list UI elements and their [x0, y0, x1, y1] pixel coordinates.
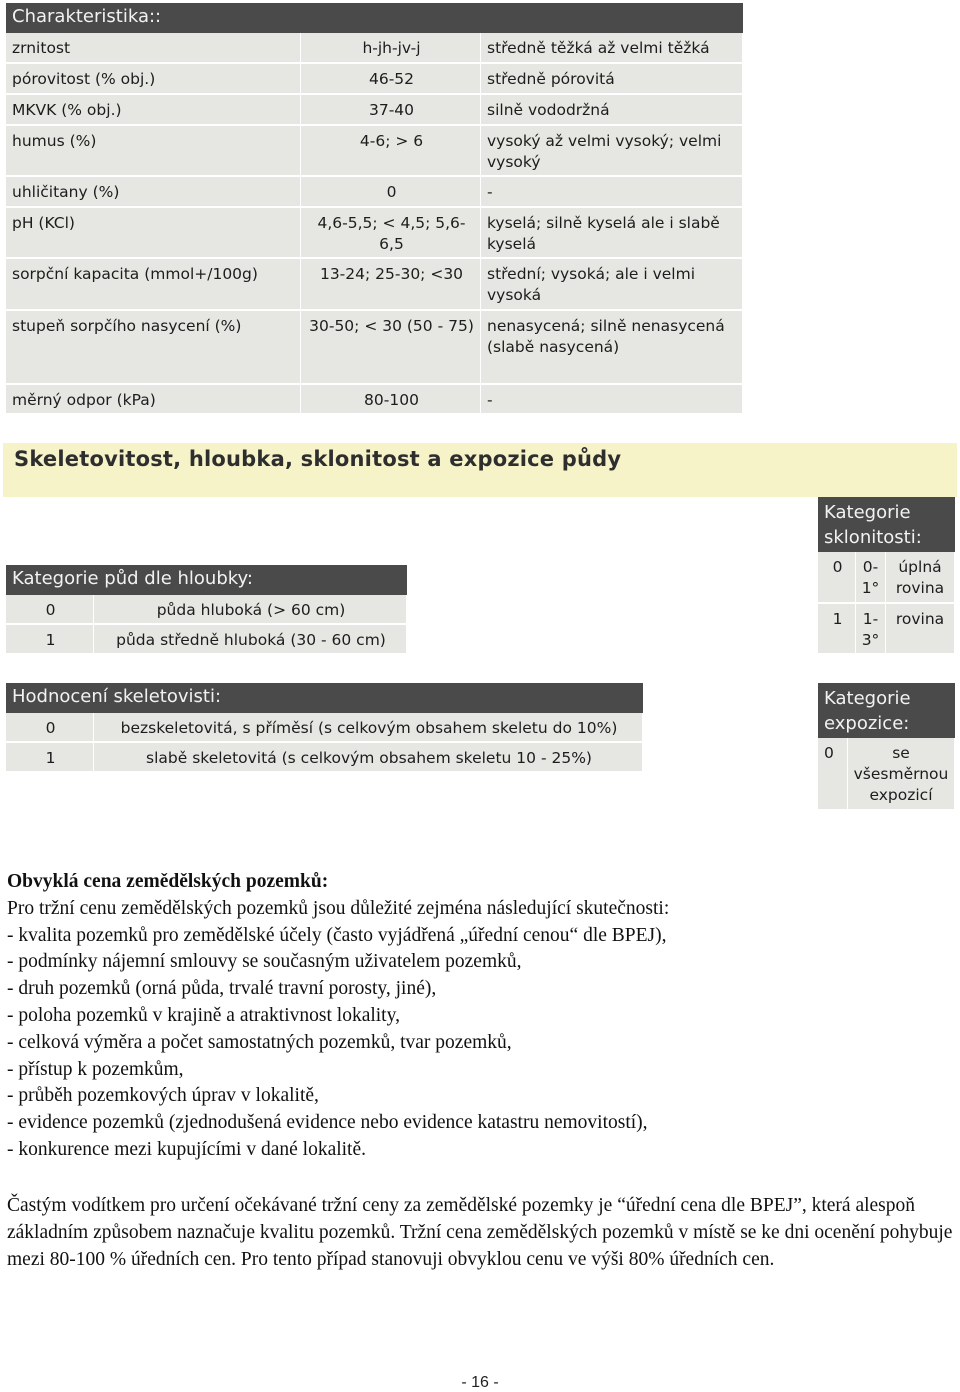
skeleton-code-1: 1 [6, 743, 94, 773]
char-value-ph: 4,6-5,5; < 4,5; 5,6-6,5 [301, 208, 481, 259]
exposure-header: Kategorie expozice: [818, 683, 955, 738]
char-desc-humus: vysoký až velmi vysoký; velmi vysoký [481, 126, 743, 177]
price-paragraph: Častým vodítkem pro určení očekávané tržní ceny za zemědělské pozemky je “úřední cena dle BPEJ”, která alespoň základním způsobem naznačuje kvalitu pozemků. Tržní cena zemědělských pozemků v místě se ke dni ocenění pohybuje mezi 80-100 % úředních cen. Pro tento případ stanovuji obvyklou cenu ve výši 80% úředních cen. [7, 1195, 953, 1270]
char-desc-sorption: střední; vysoká; ale i velmi vysoká [481, 259, 743, 311]
exposure-desc-0: se všesměrnou expozicí [848, 738, 955, 811]
char-desc-saturation: nenasycená; silně nenasycená (slabě nasycená) [481, 311, 743, 385]
char-label-resistance: měrný odpor (kPa) [6, 385, 301, 415]
price-bullet: - podmínky nájemní smlouvy se současným uživatelem pozemků, [7, 951, 522, 973]
section-band [3, 440, 957, 497]
exposure-code-0: 0 [818, 738, 848, 811]
depth-desc-0: půda hluboká (> 60 cm) [94, 595, 407, 625]
price-intro: Pro tržní cenu zemědělských pozemků jsou důležité zejména následující skutečnosti: [7, 897, 670, 919]
price-bullet: - druh pozemků (orná půda, trvalé travní porosty, jiné), [7, 978, 437, 1000]
skeleton-code-0: 0 [6, 713, 94, 743]
price-bullet: - kvalita pozemků pro zemědělské účely (často vyjádřená „úřední cenou“ dle BPEJ), [7, 924, 667, 946]
char-value-sorption: 13-24; 25-30; <30 [301, 259, 481, 311]
price-bullet: - poloha pozemků v krajině a atraktivnost lokality, [7, 1004, 400, 1026]
depth-code-0: 0 [6, 595, 94, 625]
char-desc-carbonates: - [481, 177, 743, 208]
price-bullet: - konkurence mezi kupujícími v dané lokalitě. [7, 1138, 367, 1160]
section-title: Skeletovitost, hloubka, sklonitost a expozice půdy [14, 447, 622, 471]
price-section [7, 869, 953, 1164]
char-value-mkvk: 37-40 [301, 95, 481, 126]
char-value-texture: h-jh-jv-j [301, 33, 481, 64]
char-value-saturation: 30-50; < 30 (50 - 75) [301, 311, 481, 385]
price-bullet: - evidence pozemků (zjednodušená evidence nebo evidence katastru nemovitostí), [7, 1112, 648, 1134]
price-bullet: - průběh pozemkových úprav v lokalitě, [7, 1085, 319, 1107]
page-number: - 16 - [461, 1374, 499, 1391]
slope-header: Kategorie sklonitosti: [818, 497, 955, 552]
slope-desc-0: úplná rovina [886, 552, 955, 604]
depth-header: Kategorie půd dle hloubky: [6, 565, 407, 595]
skeleton-desc-1: slabě skeletovitá (s celkovým obsahem skeletu 10 - 25%) [94, 743, 643, 773]
char-value-carbonates: 0 [301, 177, 481, 208]
char-label-texture: zrnitost [6, 33, 301, 64]
price-bullet: - přístup k pozemkům, [7, 1058, 184, 1080]
char-label-carbonates: uhličitany (%) [6, 177, 301, 208]
char-desc-resistance: - [481, 385, 743, 415]
characteristics-header: Charakteristika:: [6, 3, 743, 33]
char-desc-mkvk: silně vododržná [481, 95, 743, 126]
skeleton-header: Hodnocení skeletovisti: [6, 683, 643, 713]
slope-code-1: 1 [818, 604, 856, 655]
char-desc-porosity: středně pórovitá [481, 64, 743, 95]
slope-range-1: 1-3° [856, 604, 886, 655]
char-value-porosity: 46-52 [301, 64, 481, 95]
depth-code-1: 1 [6, 625, 94, 655]
price-bullet: - celková výměra a počet samostatných pozemků, tvar pozemků, [7, 1031, 512, 1053]
char-label-sorption: sorpční kapacita (mmol+/100g) [6, 259, 301, 311]
char-desc-ph: kyselá; silně kyselá ale i slabě kyselá [481, 208, 743, 259]
char-desc-texture: středně těžká až velmi těžká [481, 33, 743, 64]
depth-desc-1: půda středně hluboká (30 - 60 cm) [94, 625, 407, 655]
price-heading: Obvyklá cena zemědělských pozemků: [7, 871, 329, 892]
slope-desc-1: rovina [886, 604, 955, 655]
slope-code-0: 0 [818, 552, 856, 604]
slope-range-0: 0-1° [856, 552, 886, 604]
char-value-resistance: 80-100 [301, 385, 481, 415]
char-label-ph: pH (KCl) [6, 208, 301, 259]
char-label-humus: humus (%) [6, 126, 301, 177]
char-label-mkvk: MKVK (% obj.) [6, 95, 301, 126]
skeleton-desc-0: bezskeletovitá, s příměsí (s celkovým obsahem skeletu do 10%) [94, 713, 643, 743]
char-label-porosity: pórovitost (% obj.) [6, 64, 301, 95]
char-label-saturation: stupeň sorpčího nasycení (%) [6, 311, 301, 385]
char-value-humus: 4-6; > 6 [301, 126, 481, 177]
